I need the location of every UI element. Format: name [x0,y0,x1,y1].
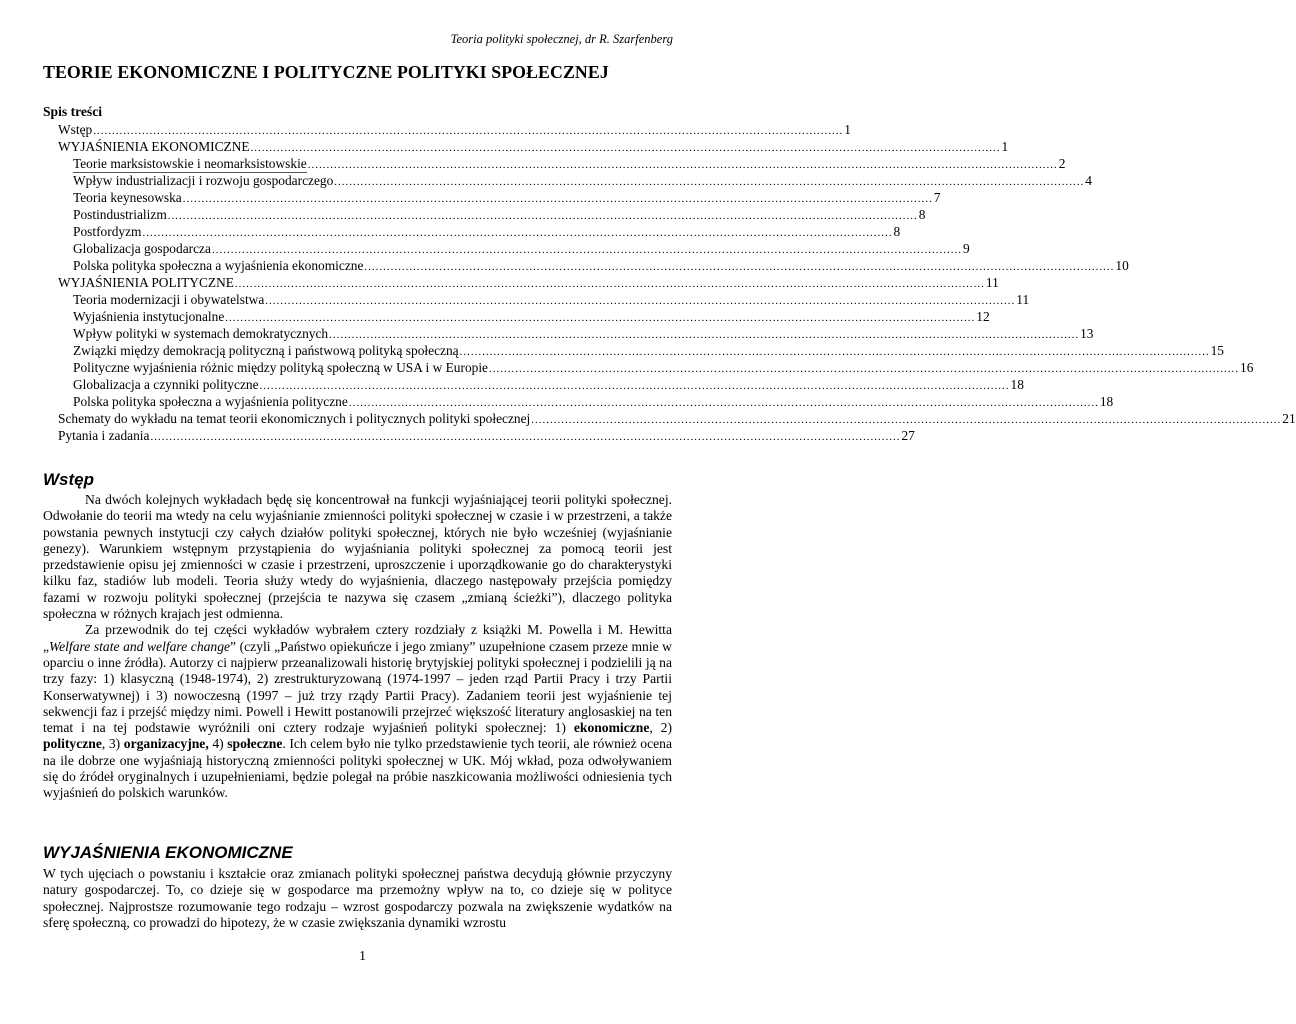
toc-entry-page: 7 [933,190,941,205]
toc-entry[interactable]: Pytania i zadania ........................................................................................................................................................................................................ 27 [58,428,915,443]
keyword: społeczne [227,736,283,752]
paragraph: Na dwóch kolejnych wykładach będę się koncentrował na funkcji wyjaśniającej teorii polityki społecznej. Odwołanie do teorii ma wtedy na celu wyjaśnianie zmienności polityki społecznej w czasie i w przestrzeni, a także powstania pewnych instytucji czy całych działów polityki społecznej, których nie było wcześniej (wyjaśnianie genezy). Warunkiem wstępnym przystąpienia do wyjaśniania polityki społecznej za pomocą teorii jest przedstawienie opisu jej zmienności w czasie i przestrzeni, uproszczenie i uporządkowanie go do charakterystyki kilku faz, stadiów lub modeli. Teoria służy wtedy do wyjaśnienia, dlaczego następowały przejścia pomiędzy fazami w rozwoju polityki społecznej (przejścia te nazywa się czasem „zmianą ścieżki”), dlaczego polityka społeczna w różnych krajach jest odmienna. [43,492,672,622]
toc-entry[interactable]: Teorie marksistowskie i neomarksistowskie ........................................................................................................................................................................................................ 2 [73,156,1066,171]
section-heading-ekonomiczne: WYJAŚNIENIA EKONOMICZNE [43,843,293,862]
toc-entry[interactable]: Wpływ polityki w systemach demokratycznych ........................................................................................................................................................................................................ 13 [73,326,1094,341]
toc-entry-page: 11 [1016,292,1030,307]
section-body-ekonomiczne [43,866,672,931]
paragraph: Za przewodnik do tej części wykładów wybrałem cztery rozdziały z książki M. Powella i M. Hewitta „Welfare state and welfare change” (czyli „Państwo opiekuńcze i jego zmiany” uzupełnione czasem przeze mnie w oparciu o inne źródła). Autorzy ci najpierw przeanalizowali historię brytyjskiej polityki społecznej i podzielili ją na trzy fazy: 1) klasyczną (1948-1974), 2) zrestrukturyzowaną (1974-1997 – jeden rząd Partii Pracy i trzy Partii Konserwatywnej) i 3) nowoczesną (1997 – już trzy rządy Partii Pracy). Zadaniem teorii jest wyjaśnienie tej sekwencji faz i przejść między nimi. Powell i Hewitt postanowili przejrzeć większość literatury anglosaskiej na ten temat i na tej podstawie wyróżnili oni cztery rodzaje wyjaśnień polityki społecznej: 1) ekonomiczne, 2) polityczne, 3) organizacyjne, 4) społeczne. Ich celem było nie tylko przedstawienie tych teorii, ale również ocena na ile dobrze one wyjaśniają historyczną zmienności polityki społecznej w UK. Mój wkład, poza odwoływaniem się do źródeł oryginalnych i uzupełnieniami, będzie polegał na próbie naszkicowania możliwości odniesienia tych wyjaśnień do polskich warunków. [43,622,672,801]
toc-entry-page: 10 [1115,258,1129,273]
toc-entry-label: Postindustrializm [73,207,167,222]
toc-entry[interactable]: WYJAŚNIENIA POLITYCZNE ........................................................................................................................................................................................................ 11 [58,275,999,290]
toc-entry-page: 27 [901,428,915,443]
section-heading-wstep: Wstęp [43,470,94,489]
toc-entry-label: Teoria modernizacji i obywatelstwa [73,292,265,307]
toc-entry-page: 18 [1010,377,1024,392]
toc-entry-page: 21 [1282,411,1296,426]
document-title: TEORIE EKONOMICZNE I POLITYCZNE POLITYKI SPOŁECZNEJ [43,62,609,82]
toc-entry-page: 12 [976,309,990,324]
toc-entry-label: Wstęp [58,122,93,137]
toc-entry[interactable]: WYJAŚNIENIA EKONOMICZNE ........................................................................................................................................................................................................ 1 [58,139,1009,154]
toc-entry-label: Wpływ industrializacji i rozwoju gospodarczego [73,173,334,188]
toc-entry[interactable]: Teoria modernizacji i obywatelstwa ........................................................................................................................................................................................................ 11 [73,292,1030,307]
toc-entry[interactable]: Polska polityka społeczna a wyjaśnienia polityczne ........................................................................................................................................................................................................ 18 [73,394,1114,409]
toc-entry-label: Teoria keynesowska [73,190,182,205]
toc-entry-label: Wpływ polityki w systemach demokratycznych [73,326,329,341]
toc-entry-label: Polityczne wyjaśnienia różnic między polityką społeczną w USA i w Europie [73,360,489,375]
toc-heading: Spis treści [43,104,103,119]
toc-entry-label: Związki między demokracją polityczną i państwową polityką społeczną [73,343,459,358]
toc-entry-page: 8 [918,207,926,222]
toc-entry-page: 13 [1080,326,1094,341]
toc-entry-page: 2 [1058,156,1066,171]
paragraph: W tych ujęciach o powstaniu i kształcie oraz zmianach polityki społecznej państwa decydują głównie przyczyny natury gospodarczej. To, co dzieje się w gospodarce ma przemożny wpływ na to, co dzieje się w polityce społecznej. Najprostsze rozumowanie tego rodzaju – wzrost gospodarczy pozwala na zwiększenie wydatków na sferę społeczną, co prowadzi do hipotezy, że w czasie zwiększania dynamiki wzrostu [43,866,672,930]
toc-entry-page: 15 [1210,343,1224,358]
book-title: Welfare state and welfare change [49,638,231,654]
toc-entry[interactable]: Polityczne wyjaśnienia różnic między polityką społeczną w USA i w Europie ........................................................................................................................................................................................................ 16 [73,360,1254,375]
toc-entry-label: Pytania i zadania [58,428,150,443]
toc-entry[interactable]: Związki między demokracją polityczną i państwową polityką społeczną ........................................................................................................................................................................................................ 15 [73,343,1224,358]
toc-entry-page: 1 [1001,139,1009,154]
toc-entry-label: WYJAŚNIENIA POLITYCZNE [58,275,234,290]
toc-entry-label: Globalizacja a czynniki polityczne [73,377,259,392]
keyword: polityczne [43,736,102,752]
keyword: ekonomiczne [573,720,650,736]
running-header: Teoria polityki społecznej, dr R. Szarfenberg [450,32,673,46]
toc-entry-label: WYJAŚNIENIA EKONOMICZNE [58,139,250,154]
toc-entry-label: Globalizacja gospodarcza [73,241,211,256]
toc-entry-page: 16 [1240,360,1254,375]
toc-entry-page: 8 [893,224,901,239]
toc-entry-label: Polska polityka społeczna a wyjaśnienia ekonomiczne [73,258,364,273]
toc-entry[interactable]: Globalizacja a czynniki polityczne ........................................................................................................................................................................................................ 18 [73,377,1024,392]
toc-entry-label: Polska polityka społeczna a wyjaśnienia polityczne [73,394,348,409]
toc-entry[interactable]: Globalizacja gospodarcza ........................................................................................................................................................................................................ 9 [73,241,970,256]
toc-entry-page: 9 [962,241,970,256]
toc-entry-page: 18 [1099,394,1114,409]
toc-entry[interactable]: Wstęp ........................................................................................................................................................................................................ 1 [58,122,851,137]
toc-entry[interactable]: Teoria keynesowska ........................................................................................................................................................................................................ 7 [73,190,941,205]
toc-entry-page: 11 [985,275,999,290]
toc-entry-page: 1 [844,122,851,137]
toc-entry[interactable]: Polska polityka społeczna a wyjaśnienia ekonomiczne ........................................................................................................................................................................................................ 10 [73,258,1129,273]
toc-entry-page: 4 [1085,173,1092,188]
toc-entry[interactable]: Wyjaśnienia instytucjonalne ........................................................................................................................................................................................................ 12 [73,309,990,324]
toc-entry[interactable]: Postfordyzm ........................................................................................................................................................................................................ 8 [73,224,901,239]
toc-entry-label: Schematy do wykładu na temat teorii ekonomicznych i politycznych polityki społecznej [58,411,531,426]
section-body-wstep [43,492,672,802]
toc-entry-label: Teorie marksistowskie i neomarksistowskie [73,156,307,171]
toc-entry-label: Postfordyzm [73,224,142,239]
keyword: organizacyjne, [123,736,209,752]
toc-entry-label: Wyjaśnienia instytucjonalne [73,309,225,324]
toc-entry[interactable]: Postindustrializm ........................................................................................................................................................................................................ 8 [73,207,926,222]
toc-entry[interactable]: Schematy do wykładu na temat teorii ekonomicznych i politycznych polityki społecznej ........................................................................................................................................................................................................ 21 [58,411,1296,426]
toc-entry[interactable]: Wpływ industrializacji i rozwoju gospodarczego ........................................................................................................................................................................................................ 4 [73,173,1092,188]
page-number: 1 [359,948,366,963]
